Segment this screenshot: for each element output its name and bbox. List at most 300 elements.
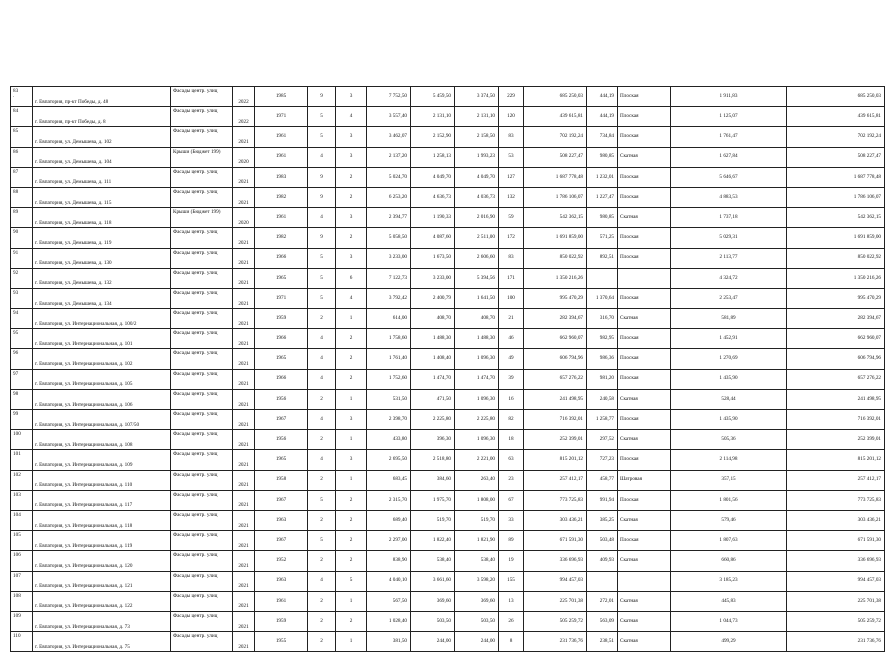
cost-per-sqm-cell: 727,23 — [587, 450, 618, 470]
program-source-cell: Фасады центр. улиц — [171, 329, 233, 349]
cost-per-sqm-cell: 982,95 — [587, 329, 618, 349]
total-area-cell: 614,00 — [367, 309, 411, 329]
roof-cost-cell: 1 627,84 — [671, 147, 787, 167]
program-year-cell: 2020 — [233, 147, 255, 167]
table-row — [11, 288, 885, 308]
residents-cell: 46 — [499, 329, 524, 349]
total-cost-cell: 815 201,12 — [524, 450, 587, 470]
program-year-cell: 2021 — [233, 309, 255, 329]
cost-per-sqm-cell: 240,58 — [587, 389, 618, 409]
roof-type-cell: Скатная — [618, 147, 671, 167]
entrances-cell: 3 — [336, 208, 367, 228]
roof-type-cell: Скатная — [618, 389, 671, 409]
total-area-cell: 381,50 — [367, 632, 411, 652]
entrances-cell: 1 — [336, 309, 367, 329]
roof-type-cell: Плоская — [618, 349, 671, 369]
residents-cell: 120 — [499, 107, 524, 127]
final-cost-cell: 773 725,83 — [787, 490, 885, 510]
program-year-cell: 2021 — [233, 632, 255, 652]
floors-cell: 4 — [308, 450, 336, 470]
total-cost-cell: 850 022,92 — [524, 248, 587, 268]
row-number: 86 — [11, 147, 33, 167]
roof-cost-cell: 660,86 — [671, 551, 787, 571]
build-year-cell: 1967 — [255, 531, 308, 551]
living-area-cell: 1 408,40 — [411, 349, 455, 369]
final-cost-cell: 995 470,29 — [787, 288, 885, 308]
final-cost-cell: 231 736,76 — [787, 632, 885, 652]
total-area-cell: 4 040,10 — [367, 571, 411, 591]
residents-cell: 8 — [499, 632, 524, 652]
entrances-cell: 2 — [336, 611, 367, 631]
entrances-cell: 2 — [336, 551, 367, 571]
row-number: 110 — [11, 632, 33, 652]
roof-cost-cell: 4 324,72 — [671, 268, 787, 288]
total-cost-cell: 225 701,38 — [524, 591, 587, 611]
residents-cell: 63 — [499, 450, 524, 470]
address-cell: г. Евпатория, ул. Интернациональная, д. 108 — [33, 430, 171, 450]
program-source-cell: Крыши (Бюджет 199) — [171, 208, 233, 228]
roof-cost-cell: 1 125,07 — [671, 107, 787, 127]
program-year-cell: 2021 — [233, 531, 255, 551]
total-area-cell: 7 752,50 — [367, 87, 411, 107]
roof-type-cell: Скатная — [618, 551, 671, 571]
living-area-cell: 1 822,40 — [411, 531, 455, 551]
living-area-cell: 384,60 — [411, 470, 455, 490]
total-area-cell: 1 761,40 — [367, 349, 411, 369]
entrances-cell: 1 — [336, 389, 367, 409]
floors-cell: 2 — [308, 389, 336, 409]
address-cell: г. Евпатория, ул. Демышева, д. 102 — [33, 127, 171, 147]
cost-per-sqm-cell: 986,36 — [587, 349, 618, 369]
total-area-cell: 683,45 — [367, 470, 411, 490]
program-year-cell: 2021 — [233, 228, 255, 248]
roof-type-cell: Скатная — [618, 611, 671, 631]
residential-area-cell: 2 225,80 — [455, 410, 499, 430]
final-cost-cell: 662 960,07 — [787, 329, 885, 349]
program-year-cell: 2021 — [233, 410, 255, 430]
total-area-cell: 3 792,42 — [367, 288, 411, 308]
total-cost-cell: 685 250,03 — [524, 87, 587, 107]
table-row — [11, 571, 885, 591]
final-cost-cell: 303 436,21 — [787, 510, 885, 530]
floors-cell: 4 — [308, 349, 336, 369]
cost-per-sqm-cell: 1 232,01 — [587, 167, 618, 187]
living-area-cell: 1 190,33 — [411, 208, 455, 228]
roof-cost-cell: 2 253,47 — [671, 288, 787, 308]
build-year-cell: 1965 — [255, 349, 308, 369]
program-source-cell: Фасады центр. улиц — [171, 611, 233, 631]
program-year-cell: 2020 — [233, 208, 255, 228]
address-cell: г. Евпатория, ул. Демышева, д. 132 — [33, 268, 171, 288]
build-year-cell: 1958 — [255, 470, 308, 490]
total-cost-cell: 662 960,07 — [524, 329, 587, 349]
program-source-cell: Фасады центр. улиц — [171, 268, 233, 288]
total-cost-cell: 508 227,47 — [524, 147, 587, 167]
program-source-cell: Фасады центр. улиц — [171, 349, 233, 369]
total-area-cell: 567,50 — [367, 591, 411, 611]
residents-cell: 23 — [499, 470, 524, 490]
build-year-cell: 1961 — [255, 127, 308, 147]
cost-per-sqm-cell: 272,01 — [587, 591, 618, 611]
program-year-cell: 2021 — [233, 127, 255, 147]
table-row — [11, 450, 885, 470]
total-cost-cell: 257 412,17 — [524, 470, 587, 490]
entrances-cell: 2 — [336, 329, 367, 349]
total-area-cell: 2 394,77 — [367, 208, 411, 228]
program-year-cell: 2021 — [233, 167, 255, 187]
final-cost-cell: 671 591,30 — [787, 531, 885, 551]
residential-area-cell: 2 158,50 — [455, 127, 499, 147]
residential-area-cell: 5 394,56 — [455, 268, 499, 288]
roof-type-cell: Шатровая — [618, 470, 671, 490]
floors-cell: 9 — [308, 87, 336, 107]
housing-repair-table — [10, 86, 885, 652]
table-row — [11, 329, 885, 349]
total-cost-cell: 336 696,93 — [524, 551, 587, 571]
program-year-cell: 2021 — [233, 248, 255, 268]
living-area-cell: 3 233,00 — [411, 268, 455, 288]
residential-area-cell: 2 606,60 — [455, 248, 499, 268]
program-source-cell: Фасады центр. улиц — [171, 591, 233, 611]
address-cell: г. Евпатория, ул. Интернациональная, д. 119 — [33, 531, 171, 551]
final-cost-cell: 1 687 778,48 — [787, 167, 885, 187]
address-cell: г. Евпатория, ул. Интернациональная, д. 100/2 — [33, 309, 171, 329]
residential-area-cell: 3 598,20 — [455, 571, 499, 591]
address-cell: г. Евпатория, ул. Демышева, д. 104 — [33, 147, 171, 167]
residential-area-cell: 1 808,00 — [455, 490, 499, 510]
address-cell: г. Евпатория, ул. Демышева, д. 119 — [33, 228, 171, 248]
residents-cell: 100 — [499, 288, 524, 308]
residents-cell: 172 — [499, 228, 524, 248]
table-row — [11, 369, 885, 389]
living-area-cell: 2 518,80 — [411, 450, 455, 470]
cost-per-sqm-cell: 444,19 — [587, 87, 618, 107]
final-cost-cell: 1 691 859,00 — [787, 228, 885, 248]
residential-area-cell: 1 474,70 — [455, 369, 499, 389]
program-year-cell: 2021 — [233, 389, 255, 409]
final-cost-cell: 850 022,92 — [787, 248, 885, 268]
address-cell: г. Евпатория, пр-кт Победы, д. 8 — [33, 107, 171, 127]
residential-area-cell: 503,50 — [455, 611, 499, 631]
final-cost-cell: 439 615,81 — [787, 107, 885, 127]
living-area-cell: 1 673,50 — [411, 248, 455, 268]
total-cost-cell: 702 192,24 — [524, 127, 587, 147]
residential-area-cell: 2 016,90 — [455, 208, 499, 228]
table-row — [11, 591, 885, 611]
table-row — [11, 187, 885, 207]
total-area-cell: 5 024,70 — [367, 167, 411, 187]
program-year-cell: 2021 — [233, 510, 255, 530]
roof-cost-cell: 581,89 — [671, 309, 787, 329]
total-area-cell: 1 028,40 — [367, 611, 411, 631]
row-number: 85 — [11, 127, 33, 147]
final-cost-cell: 252 399,01 — [787, 430, 885, 450]
roof-type-cell: Плоская — [618, 167, 671, 187]
address-cell: г. Евпатория, ул. Интернациональная, д. 122 — [33, 591, 171, 611]
total-area-cell: 5 058,50 — [367, 228, 411, 248]
living-area-cell: 2 400,79 — [411, 288, 455, 308]
row-number: 94 — [11, 309, 33, 329]
final-cost-cell: 716 392,01 — [787, 410, 885, 430]
roof-type-cell: Скатная — [618, 510, 671, 530]
final-cost-cell: 505 259,72 — [787, 611, 885, 631]
table-row — [11, 490, 885, 510]
total-cost-cell: 505 259,72 — [524, 611, 587, 631]
roof-cost-cell: 1 435,90 — [671, 410, 787, 430]
living-area-cell: 369,60 — [411, 591, 455, 611]
address-cell: г. Евпатория, ул. Интернациональная, д. 109 — [33, 450, 171, 470]
table-row — [11, 127, 885, 147]
table-row — [11, 268, 885, 288]
residential-area-cell: 1 641,50 — [455, 288, 499, 308]
floors-cell: 9 — [308, 167, 336, 187]
table-row — [11, 470, 885, 490]
floors-cell: 2 — [308, 309, 336, 329]
living-area-cell: 2 225,80 — [411, 410, 455, 430]
residents-cell: 19 — [499, 551, 524, 571]
entrances-cell: 1 — [336, 470, 367, 490]
entrances-cell: 3 — [336, 450, 367, 470]
total-area-cell: 2 315,70 — [367, 490, 411, 510]
final-cost-cell: 994 457,03 — [787, 571, 885, 591]
total-cost-cell: 716 392,01 — [524, 410, 587, 430]
residential-area-cell: 1 821,90 — [455, 531, 499, 551]
cost-per-sqm-cell: 980,85 — [587, 208, 618, 228]
table-row — [11, 248, 885, 268]
total-area-cell: 2 398,70 — [367, 410, 411, 430]
row-number: 105 — [11, 531, 33, 551]
residential-area-cell: 1 096,30 — [455, 389, 499, 409]
residents-cell: 49 — [499, 349, 524, 369]
entrances-cell: 2 — [336, 228, 367, 248]
entrances-cell: 3 — [336, 127, 367, 147]
roof-type-cell: Скатная — [618, 208, 671, 228]
build-year-cell: 1985 — [255, 87, 308, 107]
address-cell: г. Евпатория, ул. Интернациональная, д. 102 — [33, 349, 171, 369]
program-year-cell: 2021 — [233, 349, 255, 369]
total-area-cell: 3 462,07 — [367, 127, 411, 147]
living-area-cell: 3 661,60 — [411, 571, 455, 591]
program-year-cell: 2021 — [233, 551, 255, 571]
build-year-cell: 1959 — [255, 611, 308, 631]
row-number: 90 — [11, 228, 33, 248]
program-source-cell: Фасады центр. улиц — [171, 389, 233, 409]
cost-per-sqm-cell: 563,09 — [587, 611, 618, 631]
residential-area-cell: 408,70 — [455, 309, 499, 329]
residential-area-cell: 3 374,50 — [455, 87, 499, 107]
program-year-cell: 2021 — [233, 288, 255, 308]
cost-per-sqm-cell: 1 370,64 — [587, 288, 618, 308]
build-year-cell: 1983 — [255, 167, 308, 187]
total-cost-cell: 1 687 778,48 — [524, 167, 587, 187]
residents-cell: 132 — [499, 187, 524, 207]
total-area-cell: 6 253,20 — [367, 187, 411, 207]
cost-per-sqm-cell: 892,51 — [587, 248, 618, 268]
total-cost-cell: 1 350 216,26 — [524, 268, 587, 288]
total-area-cell: 433,80 — [367, 430, 411, 450]
cost-per-sqm-cell: 734,84 — [587, 127, 618, 147]
row-number: 93 — [11, 288, 33, 308]
program-year-cell: 2021 — [233, 268, 255, 288]
roof-type-cell: Плоская — [618, 107, 671, 127]
total-area-cell: 3 557,40 — [367, 107, 411, 127]
program-source-cell: Фасады центр. улиц — [171, 510, 233, 530]
roof-cost-cell: 3 185,23 — [671, 571, 787, 591]
living-area-cell: 2 152,90 — [411, 127, 455, 147]
program-source-cell: Фасады центр. улиц — [171, 107, 233, 127]
final-cost-cell: 1 786 106,07 — [787, 187, 885, 207]
entrances-cell: 3 — [336, 87, 367, 107]
total-cost-cell: 1 691 859,00 — [524, 228, 587, 248]
build-year-cell: 1955 — [255, 632, 308, 652]
build-year-cell: 1971 — [255, 107, 308, 127]
floors-cell: 4 — [308, 147, 336, 167]
address-cell: г. Евпатория, ул. Демышева, д. 111 — [33, 167, 171, 187]
roof-cost-cell: 5 029,31 — [671, 228, 787, 248]
entrances-cell: 2 — [336, 490, 367, 510]
address-cell: г. Евпатория, ул. Интернациональная, д. 117 — [33, 490, 171, 510]
program-year-cell: 2021 — [233, 611, 255, 631]
floors-cell: 5 — [308, 107, 336, 127]
program-year-cell: 2021 — [233, 430, 255, 450]
roof-cost-cell: 579,46 — [671, 510, 787, 530]
roof-cost-cell: 499,29 — [671, 632, 787, 652]
program-source-cell: Фасады центр. улиц — [171, 288, 233, 308]
roof-cost-cell: 505,36 — [671, 430, 787, 450]
entrances-cell: 4 — [336, 107, 367, 127]
address-cell: г. Евпатория, ул. Интернациональная, д. 107/50 — [33, 410, 171, 430]
program-source-cell: Фасады центр. улиц — [171, 430, 233, 450]
total-cost-cell: 994 457,03 — [524, 571, 587, 591]
table-row — [11, 632, 885, 652]
entrances-cell: 5 — [336, 571, 367, 591]
total-cost-cell: 252 399,01 — [524, 430, 587, 450]
total-area-cell: 1 752,60 — [367, 369, 411, 389]
document-sheet — [10, 86, 885, 652]
total-cost-cell: 606 794,96 — [524, 349, 587, 369]
floors-cell: 5 — [308, 127, 336, 147]
living-area-cell: 519,70 — [411, 510, 455, 530]
residential-area-cell: 1 488,30 — [455, 329, 499, 349]
roof-cost-cell: 5 646,67 — [671, 167, 787, 187]
total-cost-cell: 303 436,21 — [524, 510, 587, 530]
living-area-cell: 5 459,50 — [411, 87, 455, 107]
build-year-cell: 1963 — [255, 510, 308, 530]
entrances-cell: 3 — [336, 248, 367, 268]
table-row — [11, 107, 885, 127]
cost-per-sqm-cell: 444,19 — [587, 107, 618, 127]
entrances-cell: 4 — [336, 288, 367, 308]
address-cell: г. Евпатория, ул. Интернациональная, д. 110 — [33, 470, 171, 490]
final-cost-cell: 282 394,67 — [787, 309, 885, 329]
total-cost-cell: 773 725,83 — [524, 490, 587, 510]
final-cost-cell: 257 412,17 — [787, 470, 885, 490]
program-year-cell: 2021 — [233, 369, 255, 389]
roof-type-cell: Плоская — [618, 248, 671, 268]
roof-cost-cell: 4 883,53 — [671, 187, 787, 207]
residents-cell: 53 — [499, 147, 524, 167]
roof-cost-cell: 2 113,77 — [671, 248, 787, 268]
table-row — [11, 349, 885, 369]
roof-cost-cell: 1 761,47 — [671, 127, 787, 147]
table-row — [11, 410, 885, 430]
roof-type-cell: Плоская — [618, 450, 671, 470]
cost-per-sqm-cell: 981,20 — [587, 369, 618, 389]
address-cell: г. Евпатория, ул. Интернациональная, д. 73 — [33, 611, 171, 631]
residents-cell: 33 — [499, 510, 524, 530]
residents-cell: 82 — [499, 410, 524, 430]
roof-type-cell: Плоская — [618, 410, 671, 430]
program-source-cell: Фасады центр. улиц — [171, 490, 233, 510]
floors-cell: 2 — [308, 591, 336, 611]
cost-per-sqm-cell: 297,52 — [587, 430, 618, 450]
total-area-cell: 3 233,00 — [367, 248, 411, 268]
address-cell: г. Евпатория, ул. Демышева, д. 130 — [33, 248, 171, 268]
program-source-cell: Фасады центр. улиц — [171, 531, 233, 551]
build-year-cell: 1956 — [255, 430, 308, 450]
cost-per-sqm-cell: 503,48 — [587, 531, 618, 551]
row-number: 88 — [11, 187, 33, 207]
table-row — [11, 167, 885, 187]
build-year-cell: 1966 — [255, 329, 308, 349]
row-number: 97 — [11, 369, 33, 389]
living-area-cell: 1 258,13 — [411, 147, 455, 167]
final-cost-cell: 685 250,03 — [787, 87, 885, 107]
total-cost-cell: 671 591,30 — [524, 531, 587, 551]
residents-cell: 89 — [499, 531, 524, 551]
program-source-cell: Фасады центр. улиц — [171, 632, 233, 652]
roof-type-cell: Плоская — [618, 187, 671, 207]
program-source-cell: Фасады центр. улиц — [171, 410, 233, 430]
table-row — [11, 531, 885, 551]
address-cell: г. Евпатория, ул. Демышева, д. 118 — [33, 208, 171, 228]
living-area-cell: 1 488,30 — [411, 329, 455, 349]
total-cost-cell: 439 615,81 — [524, 107, 587, 127]
address-cell: г. Евпатория, ул. Интернациональная, д. 106 — [33, 389, 171, 409]
floors-cell: 4 — [308, 369, 336, 389]
living-area-cell: 4 049,70 — [411, 167, 455, 187]
residential-area-cell: 519,70 — [455, 510, 499, 530]
entrances-cell: 3 — [336, 410, 367, 430]
total-area-cell: 838,90 — [367, 551, 411, 571]
floors-cell: 5 — [308, 268, 336, 288]
program-source-cell: Фасады центр. улиц — [171, 87, 233, 107]
row-number: 109 — [11, 611, 33, 631]
residential-area-cell: 263,40 — [455, 470, 499, 490]
address-cell: г. Евпатория, ул. Интернациональная, д. 105 — [33, 369, 171, 389]
address-cell: г. Евпатория, пр-кт Победы, д. 48 — [33, 87, 171, 107]
table-row — [11, 611, 885, 631]
total-area-cell: 2 137,20 — [367, 147, 411, 167]
row-number: 101 — [11, 450, 33, 470]
total-cost-cell: 231 736,76 — [524, 632, 587, 652]
entrances-cell: 2 — [336, 369, 367, 389]
entrances-cell: 2 — [336, 531, 367, 551]
residents-cell: 59 — [499, 208, 524, 228]
floors-cell: 2 — [308, 611, 336, 631]
table-row — [11, 147, 885, 167]
roof-cost-cell: 1 807,63 — [671, 531, 787, 551]
roof-cost-cell: 1 452,91 — [671, 329, 787, 349]
living-area-cell: 503,50 — [411, 611, 455, 631]
floors-cell: 2 — [308, 470, 336, 490]
program-year-cell: 2021 — [233, 450, 255, 470]
residents-cell: 21 — [499, 309, 524, 329]
roof-cost-cell: 1 911,83 — [671, 87, 787, 107]
residents-cell: 18 — [499, 430, 524, 450]
roof-type-cell: Плоская — [618, 127, 671, 147]
row-number: 96 — [11, 349, 33, 369]
